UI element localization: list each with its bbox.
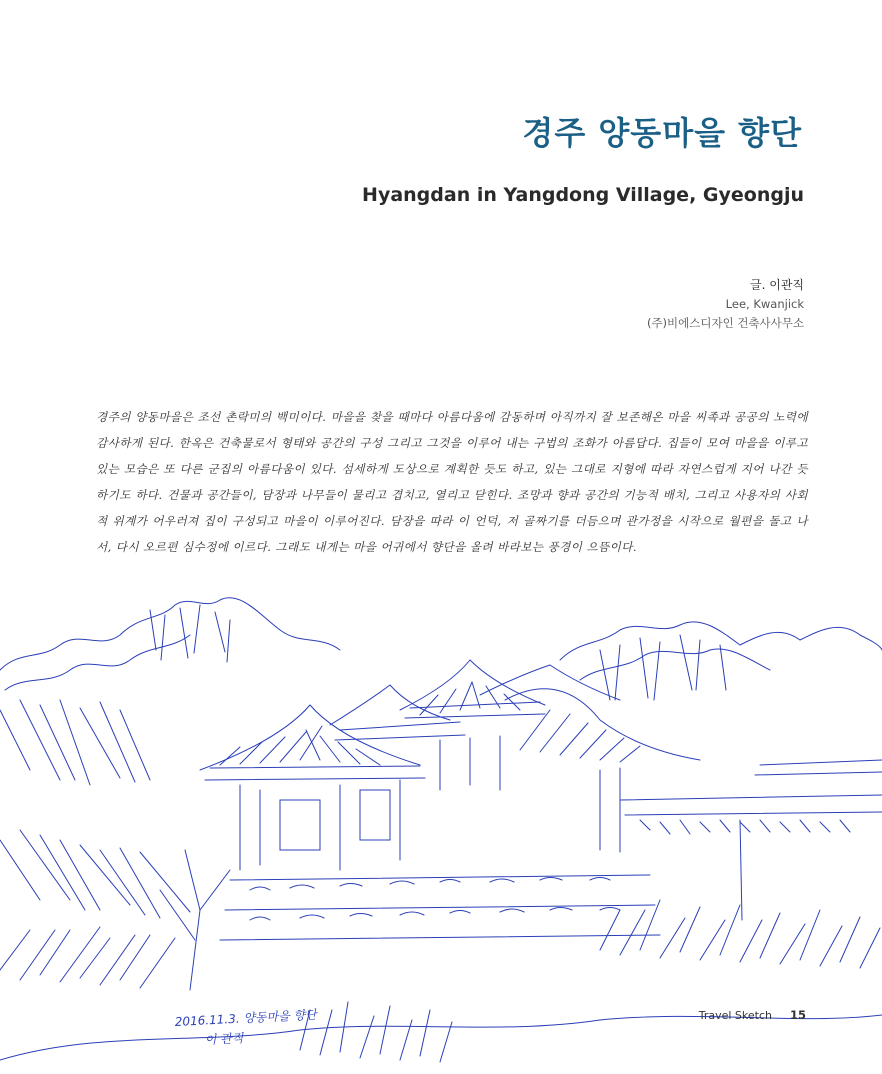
author-korean: 글. 이관직 (750, 278, 804, 292)
author-organization: (주)비에스디자인 건축사사무소 (646, 316, 804, 330)
author-english: Lee, Kwanjick (725, 297, 804, 311)
title-english: Hyangdan in Yangdong Village, Gyeongju (362, 184, 804, 206)
page-footer (699, 1008, 806, 1022)
page-number: 15 (789, 1008, 806, 1022)
sketch-caption-date: 2016.11.3. 양동마을 향단 (174, 1007, 318, 1029)
sketch-caption-artist: 이 관직 (204, 1030, 244, 1047)
body-paragraph: 경주의 양동마을은 조선 촌락미의 백미이다. 마을을 찾을 때마다 아름다움에 감동하며 아직까지 잘 보존해온 마을 씨족과 공공의 노력에 감사하게 된다. 한옥은 건축물로서 형태와 공간의 구성 그리고 그것을 이루어 내는 구법의 조화가 아름답다. 집들이 모여 마을을 이루고 있는 모습은 또 다른 군집의 아름다움이 있다. 섬세하게 도상으로 계획한 듯도 하고, 있는 그대로 지형에 따라 자연스럽게 지어 나간 듯하기도 하다. 건물과 공간들이, 담장과 나무들이 물리고 겹치고, 열리고 닫힌다. 조망과 향과 공간의 기능적 배치, 그리고 사용자의 사회적 위계가 어우러져 집이 구성되고 마을이 이루어진다. 담장을 따라 이 언덕, 저 골짜기를 더듬으며 관가정을 시작으로 월편을 돌고 나서, 다시 오르편 심수정에 이르다. 그래도 내게는 마을 어귀에서 향단을 올려 바라보는 풍경이 으뜸이다. (96, 410, 808, 554)
footer-section: Travel Sketch (698, 1008, 772, 1022)
sketch-strokes (0, 598, 882, 1062)
sketch-signature (174, 1007, 319, 1047)
title-korean: 경주 양동마을 향단 (522, 114, 802, 152)
author-block (647, 276, 804, 333)
hanok-sketch-illustration (0, 590, 882, 1074)
